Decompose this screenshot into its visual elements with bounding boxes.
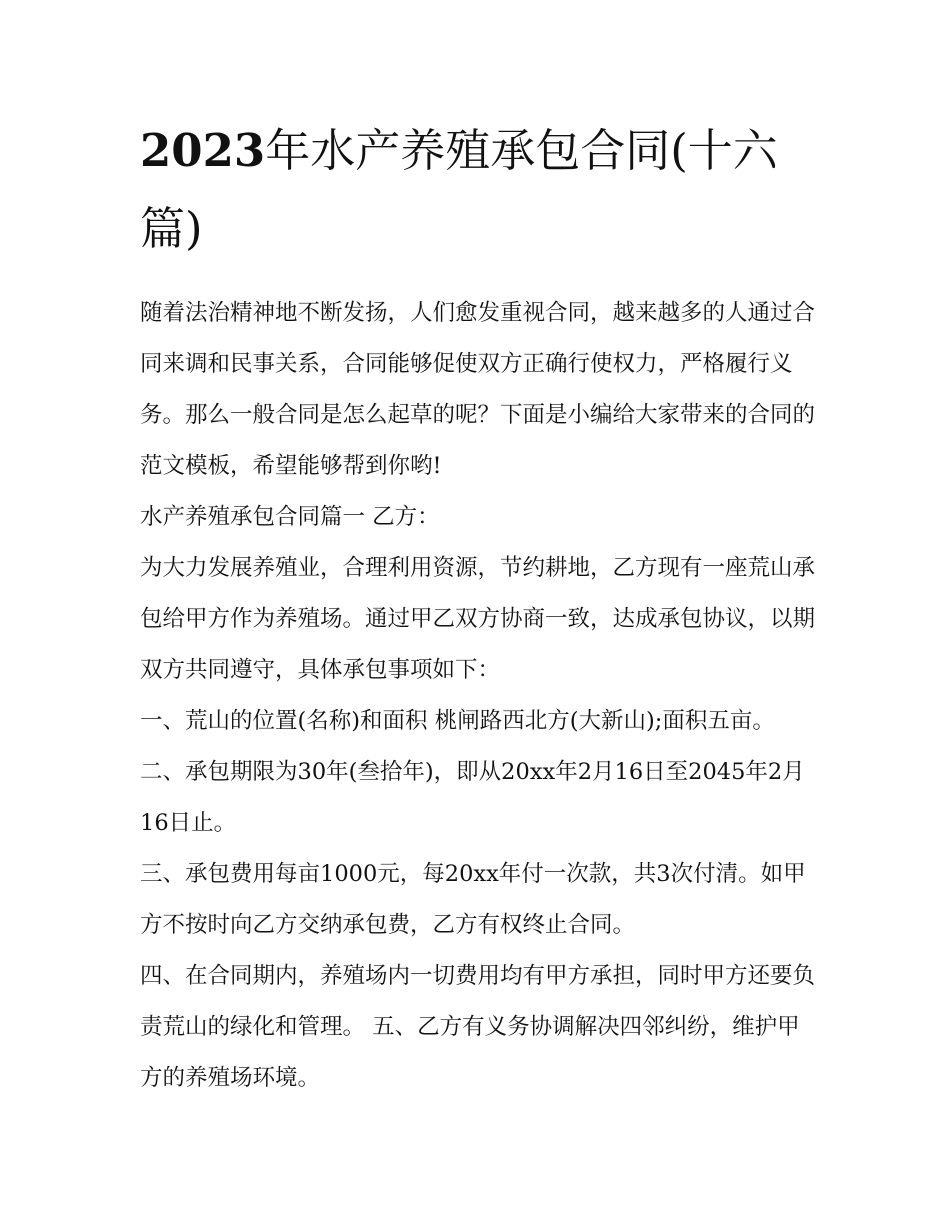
clause-location-term: 一、荒山的位置(名称)和面积 桃闸路西北方(大新山);面积五亩。 二、承包期限为30年(叁拾年)，即从20xx年2月16日至2045年2月16日止。: [140, 708, 805, 836]
document-title: [140, 112, 820, 268]
clause-obligations: 四、在合同期内，养殖场内一切费用均有甲方承担，同时甲方还要负责荒山的绿化和管理。 五、乙方有义务协调解决四邻纠纷，维护甲方的养殖场环境。: [140, 963, 816, 1091]
title-text: 年水产养殖承包合同(十六篇): [140, 124, 778, 255]
clause-fee: 三、承包费用每亩1000元，每20xx年付一次款，共3次付清。如甲方不按时向乙方交纳承包费，乙方有权终止合同。: [140, 861, 806, 938]
purpose-paragraph: 为大力发展养殖业，合理利用资源，节约耕地，乙方现有一座荒山承包给甲方作为养殖场。通过甲乙双方协商一致，达成承包协议，以期双方共同遵守，具体承包事项如下：: [140, 555, 816, 683]
document-body: [140, 288, 820, 1104]
document-page: [140, 112, 820, 1104]
section-heading: 水产养殖承包合同篇一 乙方：: [140, 504, 440, 530]
title-year: 2023: [140, 124, 266, 177]
intro-paragraph: 随着法治精神地不断发扬，人们愈发重视合同，越来越多的人通过合同来调和民事关系，合同能够促使双方正确行使权力，严格履行义务。那么一般合同是怎么起草的呢？下面是小编给大家带来的合同的范文模板，希望能够帮到你哟!: [140, 300, 816, 479]
